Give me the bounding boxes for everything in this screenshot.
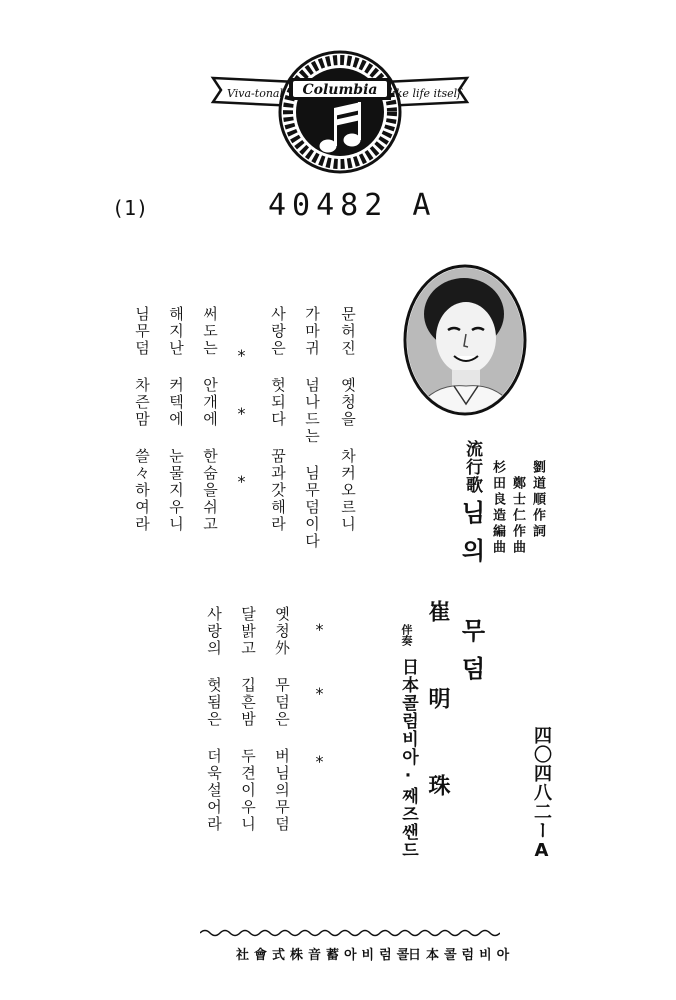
lyric-line: 가마귀 넘나드는 님무덤이다 (303, 306, 321, 550)
song-title: 님의 무덤 (457, 500, 485, 694)
lyric-line: 님무덤 차즌맘 쓸々하여라 (133, 306, 151, 533)
accompaniment-label: 伴奏 (400, 624, 413, 646)
lyricist-credit: 劉道順作詞 (530, 460, 545, 540)
lyric-line: 사랑의 헛됨은 더욱설어라 (205, 606, 223, 833)
singer-name: 崔 明 珠 (425, 600, 450, 816)
verse-separator: * (232, 346, 251, 365)
singer-portrait (402, 264, 528, 416)
verse-separator: * (232, 472, 251, 491)
verse-separator: * (310, 752, 329, 771)
lyric-line: 사랑은 헛되다 꿈과갓해라 (269, 306, 287, 533)
verse-separator: * (232, 404, 251, 423)
record-index: (1) (112, 196, 149, 220)
genre-label: 流行歌 (462, 440, 482, 494)
footer-wavy-rule (200, 928, 500, 938)
accompaniment: 日本콜럼비아·째즈쌘드 (398, 658, 418, 859)
arranger-credit: 杉田良造編曲 (490, 460, 505, 556)
company-name: 社會式株音蓄아비럼콜 (236, 948, 415, 963)
verse-separator: * (310, 620, 329, 639)
logo-left-motto: Viva-tonal (227, 87, 283, 100)
company-name-suffix: 日本콜럼비아 (408, 948, 515, 963)
lyric-line: 써도는 안개에 한숨을쉬고 (201, 306, 219, 533)
lyric-line: 문허진 옛청을 차커오르니 (339, 306, 357, 533)
columbia-logo (205, 50, 475, 178)
logo-right-motto: like life itself (388, 87, 462, 100)
record-number: 40482 A (268, 188, 437, 223)
verse-separator: * (310, 684, 329, 703)
logo-brand: Columbia (302, 82, 378, 98)
lyric-line: 해지난 커텍에 눈물지우니 (167, 306, 185, 533)
lyric-line: 달밝고 깁흔밤 두견이우니 (239, 606, 257, 833)
lyric-line: 옛청外 무덤은 버님의무덤 (273, 606, 291, 833)
composer-credit: 鄭士仁作曲 (510, 476, 525, 556)
record-number-vertical: 四〇四八二ーA (531, 726, 552, 862)
